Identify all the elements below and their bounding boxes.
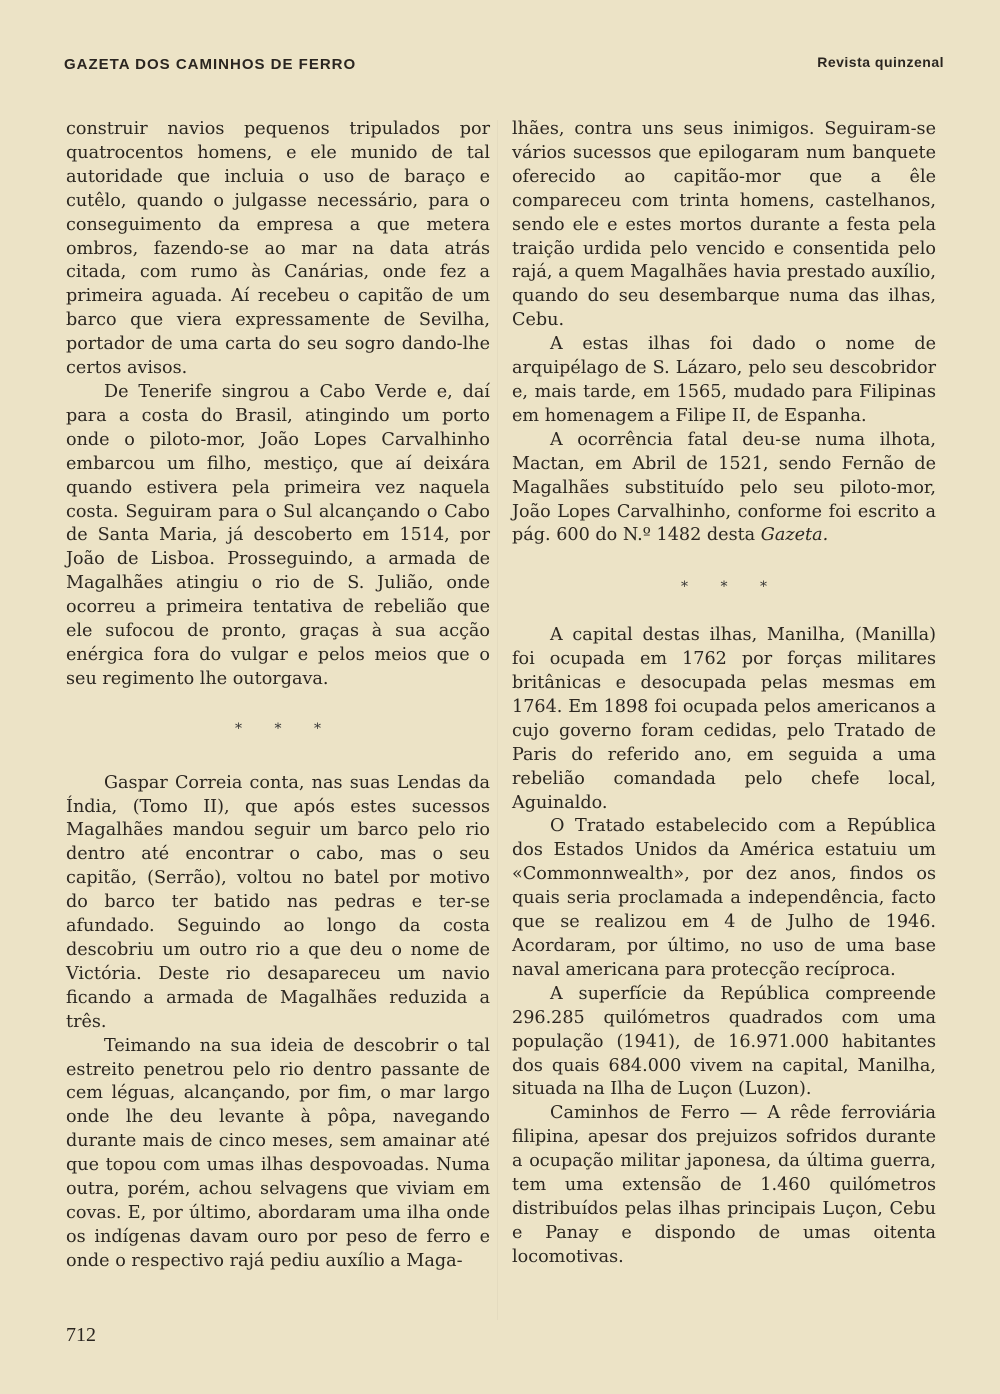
left-column bbox=[66, 118, 490, 1274]
gazeta-italic: Gazeta. bbox=[760, 525, 829, 546]
right-paragraph-3-text: A ocorrência fatal deu-se numa ilhota, Mactan, em Abril de 1521, sendo Fernão de Magalhães substituído pelo seu piloto-mor, João Lopes Carvalhinho, conforme foi escrito a pág. 600 do N.º 1482 desta bbox=[512, 429, 936, 546]
publication-subtitle: Revista quinzenal bbox=[817, 54, 944, 70]
running-header bbox=[64, 54, 944, 78]
left-paragraph-1: construir navios pequenos tripulados por quatrocentos homens, e ele munido de tal autoridade que incluia o uso de baraço e cutêlo, quando o julgasse necessário, para o conseguimento da empresa a que metera ombros, fazendo-se ao mar na data atrás citada, com rumo às Canárias, onde fez a primeira aguada. Aí recebeu o capitão de um barco que viera expressamente de Sevilha, portador de uma carta do seu sogro dando-lhe certos avisos. bbox=[66, 119, 490, 379]
right-paragraph-5: O Tratado estabelecido com a República dos Estados Unidos da América estatuiu um «Commonnwealth», por dez anos, findos os quais seria proclamada a independência, facto que se realizou em 4 de Julho de 1946. Acordaram, por último, no uso de uma base naval americana para protecção recíproca. bbox=[512, 816, 936, 980]
right-paragraph-3 bbox=[512, 429, 936, 549]
right-paragraph-7: Caminhos de Ferro — A rêde ferroviária filipina, apesar dos prejuizos sofridos durante a ocupação militar japonesa, da última guerra, tem uma extensão de 1.460 quilómetros distribuídos pelas ilhas principais Luçon, Cebu e Panay e dispondo de umas oitenta locomotivas. bbox=[512, 1103, 936, 1267]
section-separator: * * * bbox=[681, 579, 781, 596]
publication-title: GAZETA DOS CAMINHOS DE FERRO bbox=[64, 56, 357, 73]
column-gutter bbox=[497, 120, 498, 1320]
page-number: 712 bbox=[66, 1324, 96, 1346]
right-paragraph-1: lhães, contra uns seus inimigos. Seguiram-se vários sucessos que epilogaram num banquete oferecido ao capitão-mor que a êle compareceu com trinta homens, castelhanos, sendo ele e estes mortos durante a festa pela traição urdida pelo vencido e consentida pelo rajá, a quem Magalhães havia prestado auxílio, quando do seu desembarque numa das ilhas, Cebu. bbox=[512, 119, 936, 331]
right-paragraph-2: A estas ilhas foi dado o nome de arquipélago de S. Lázaro, pelo seu descobridor e, mais tarde, em 1565, mudado para Filipinas em homenagem a Filipe II, de Espanha. bbox=[512, 334, 936, 426]
left-paragraph-3: Gaspar Correia conta, nas suas Lendas da Índia, (Tomo II), que após estes sucessos Magalhães mandou seguir um barco pelo rio dentro até encontrar o cabo, mas o seu capitão, (Serrão), voltou no batel por motivo do barco ter batido nas pedras e ter-se afundado. Seguindo ao longo da costa descobriu um outro rio a que deu o nome de Victória. Deste rio desapareceu um navio ficando a armada de Magalhães reduzida a três. bbox=[66, 772, 490, 1032]
right-column bbox=[512, 118, 936, 1270]
left-paragraph-4: Teimando na sua ideia de descobrir o tal estreito penetrou pelo rio dentro passante de cem léguas, alcançando, por fim, o mar largo onde lhe deu levante à pôpa, navegando durante mais de cinco meses, sem amainar até que topou com umas ilhas despovoadas. Numa outra, porém, achou selvagens que viviam em covas. E, por último, abordaram uma ilha onde os indígenas davam ouro por peso de ferro e onde o respectivo rajá pediu auxílio a Maga- bbox=[66, 1035, 490, 1271]
left-paragraph-2: De Tenerife singrou a Cabo Verde e, daí para a costa do Brasil, atingindo um porto onde o piloto-mor, João Lopes Carvalhinho embarcou um filho, mestiço, que aí deixára quando estivera pela primeira vez naquela costa. Seguiram para o Sul alcançando o Cabo de Santa Maria, já descoberto em 1514, por João de Lisboa. Prosseguindo, a armada de Magalhães atingiu o rio de S. Julião, onde ocorreu a primeira tentativa de rebelião que ele sufocou de pronto, graças à sua acção enérgica fora do vulgar e pelos meios que o seu regimento lhe outorgava. bbox=[66, 381, 490, 689]
right-paragraph-6: A superfície da República compreende 296.285 quilómetros quadrados com uma população (1941), de 16.971.000 habitantes dos quais 684.000 vivem na capital, Manilha, situada na Ilha de Luçon (Luzon). bbox=[512, 983, 936, 1100]
right-paragraph-4: A capital destas ilhas, Manilha, (Manilla) foi ocupada em 1762 por forças militares britânicas e desocupada pelas mesmas em 1764. Em 1898 foi ocupada pelos americanos a cujo governo foram cedidas, pelo Tratado de Paris do referido ano, em seguida a uma rebelião comandada pelo chefe local, Aguinaldo. bbox=[512, 625, 936, 813]
section-separator: * * * bbox=[235, 720, 335, 737]
